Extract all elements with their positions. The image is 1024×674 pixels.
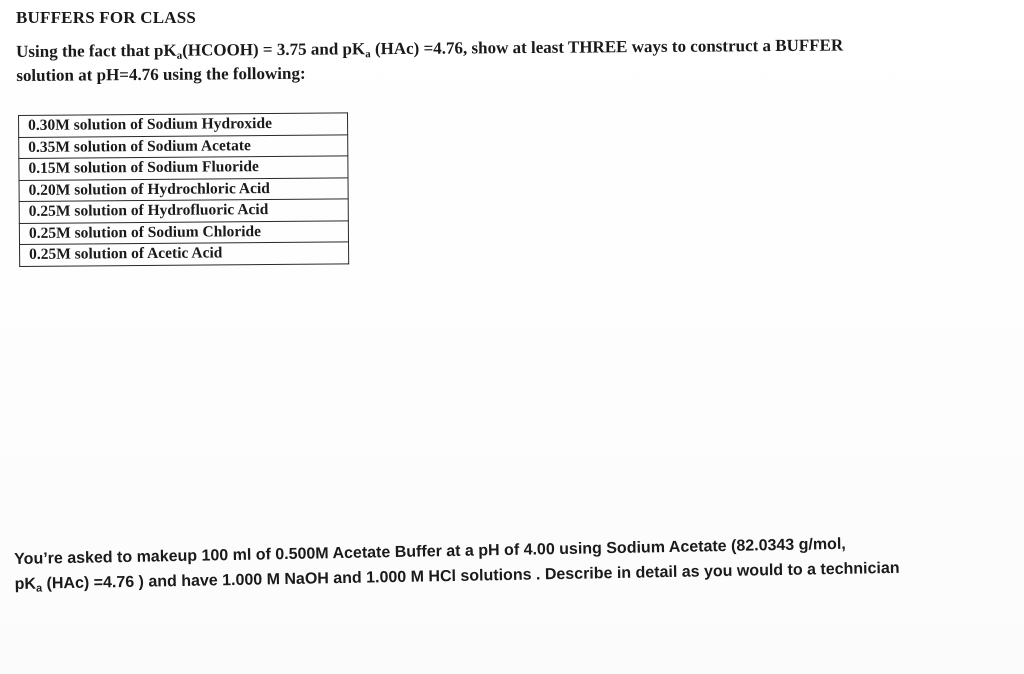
buffer-question-2 xyxy=(14,529,1005,597)
table-row xyxy=(19,177,348,201)
reagent-cell: 0.15M solution of Sodium Fluoride xyxy=(19,156,348,180)
question-2-line-1: You’re asked to makeup 100 ml of 0.500M Acetate Buffer at a pH of 4.00 using Sodium Acetate (82.0343 g/mol, xyxy=(14,535,846,568)
reagent-cell: 0.35M solution of Sodium Acetate xyxy=(19,134,348,158)
question-2-line-2: $pK_a$ (HAc) =4.76 ) and have 1.000 M NaOH and 1.000 M HCl solutions . Describe in detail as you would to a technician xyxy=(14,559,900,595)
question-1-line-2: solution at pH=4.76 using the following: xyxy=(16,63,306,85)
worksheet-title: BUFFERS FOR CLASS xyxy=(16,8,197,27)
reagent-cell: 0.30M solution of Sodium Hydroxide xyxy=(19,113,348,137)
reagent-cell: 0.25M solution of Acetic Acid xyxy=(20,242,349,266)
reagent-cell: 0.25M solution of Sodium Chloride xyxy=(19,220,348,244)
question-1-line-1: Using the fact that $pK_a(HCOOH) = 3.75$ and $pK_a$ (HAc) =4.76, show at least THREE ways to construct a BUFFER xyxy=(16,35,844,62)
reagent-cell: 0.20M solution of Hydrochloric Acid xyxy=(19,177,348,201)
buffer-question-1 xyxy=(16,32,976,88)
table-row xyxy=(19,220,348,244)
table-row xyxy=(20,242,349,266)
table-row xyxy=(19,134,348,158)
table-row xyxy=(19,113,348,137)
reagent-table xyxy=(18,112,349,266)
reagent-cell: 0.25M solution of Hydrofluoric Acid xyxy=(19,199,348,223)
table-row xyxy=(19,199,348,223)
table-row xyxy=(19,156,348,180)
